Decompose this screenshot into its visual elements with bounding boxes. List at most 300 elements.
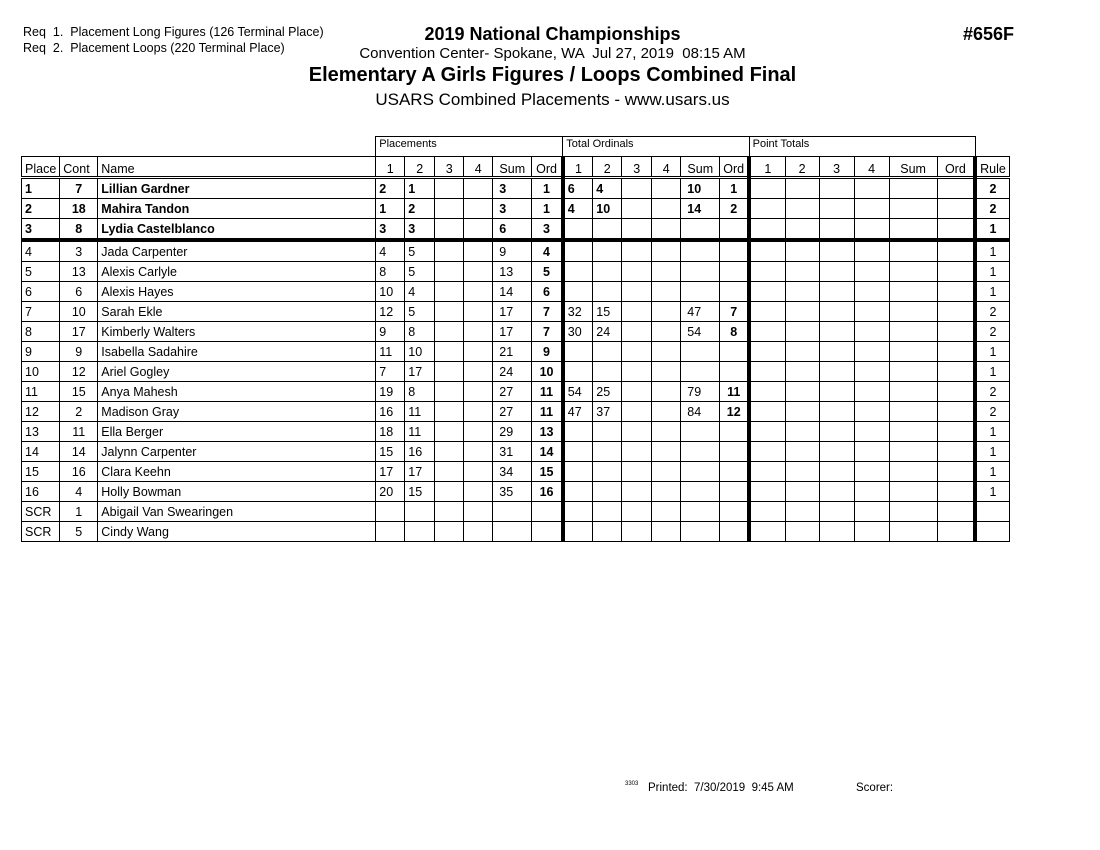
- cell-pl-1: [376, 502, 405, 522]
- cell-to-sum: [681, 502, 720, 522]
- col-header-cont: Cont: [60, 157, 98, 178]
- cell-cont: 8: [60, 219, 98, 241]
- cell-pt-4: [854, 219, 889, 241]
- cell-place: 14: [22, 442, 60, 462]
- cell-name: Jalynn Carpenter: [98, 442, 376, 462]
- cell-to-3: [622, 422, 652, 442]
- table-row: [22, 362, 1010, 382]
- cell-name: Jada Carpenter: [98, 240, 376, 262]
- cell-pt-3: [819, 362, 854, 382]
- cell-pt-2: [785, 302, 819, 322]
- cell-pt-sum: [889, 402, 937, 422]
- cell-pt-2: [785, 502, 819, 522]
- cell-pt-ord: [937, 240, 975, 262]
- col-header-rule: Rule: [975, 157, 1009, 178]
- cell-to-ord: 7: [720, 302, 749, 322]
- cell-pt-1: [749, 302, 785, 322]
- cell-place: 16: [22, 482, 60, 502]
- table-row: [22, 240, 1010, 262]
- cell-to-4: [652, 342, 681, 362]
- cell-pt-4: [854, 402, 889, 422]
- cell-pl-2: 1: [405, 178, 435, 199]
- cell-pl-1: 18: [376, 422, 405, 442]
- cell-to-3: [622, 302, 652, 322]
- cell-rule: 2: [975, 302, 1009, 322]
- cell-rule: 1: [975, 482, 1009, 502]
- cell-pt-ord: [937, 382, 975, 402]
- cell-pl-sum: 35: [493, 482, 532, 502]
- cell-pl-4: [464, 262, 493, 282]
- cell-pt-1: [749, 199, 785, 219]
- cell-rule: 2: [975, 402, 1009, 422]
- cell-pt-ord: [937, 262, 975, 282]
- cell-pl-4: [464, 240, 493, 262]
- cell-pl-2: 8: [405, 322, 435, 342]
- cell-pl-ord: 7: [532, 302, 563, 322]
- cell-pt-ord: [937, 502, 975, 522]
- cell-pl-1: 20: [376, 482, 405, 502]
- cell-to-sum: [681, 362, 720, 382]
- cell-pt-4: [854, 522, 889, 542]
- cell-to-sum: 54: [681, 322, 720, 342]
- cell-rule: 2: [975, 382, 1009, 402]
- cell-pt-sum: [889, 522, 937, 542]
- cell-pt-sum: [889, 178, 937, 199]
- col-header-pl-sum: Sum: [493, 157, 532, 178]
- cell-pt-4: [854, 199, 889, 219]
- col-header-to-1: 1: [563, 157, 593, 178]
- cell-pl-3: [435, 442, 464, 462]
- cell-pl-sum: 31: [493, 442, 532, 462]
- cell-to-1: [563, 522, 593, 542]
- cell-pt-ord: [937, 342, 975, 362]
- cell-to-2: 10: [593, 199, 622, 219]
- cell-name: Clara Keehn: [98, 462, 376, 482]
- cell-pt-sum: [889, 502, 937, 522]
- cell-pl-3: [435, 219, 464, 241]
- cell-name: Lillian Gardner: [98, 178, 376, 199]
- cell-to-3: [622, 219, 652, 241]
- cell-pt-2: [785, 442, 819, 462]
- cell-to-1: [563, 219, 593, 241]
- cell-pl-3: [435, 322, 464, 342]
- cell-pl-4: [464, 502, 493, 522]
- cell-name: Anya Mahesh: [98, 382, 376, 402]
- cell-pl-2: 11: [405, 422, 435, 442]
- cell-pt-ord: [937, 199, 975, 219]
- cell-place: 15: [22, 462, 60, 482]
- cell-pl-ord: 4: [532, 240, 563, 262]
- competition-title: 2019 National Championships: [424, 24, 681, 44]
- cell-rule: 1: [975, 219, 1009, 241]
- cell-pt-3: [819, 502, 854, 522]
- cell-rule: 1: [975, 442, 1009, 462]
- cell-place: 13: [22, 422, 60, 442]
- cell-pl-2: 2: [405, 199, 435, 219]
- cell-place: 2: [22, 199, 60, 219]
- cell-pl-sum: 6: [493, 219, 532, 241]
- cell-to-ord: [720, 482, 749, 502]
- cell-pl-sum: 27: [493, 382, 532, 402]
- printed-timestamp: Printed: 7/30/2019 9:45 AM: [648, 782, 794, 794]
- cell-pl-sum: 14: [493, 282, 532, 302]
- cell-pt-2: [785, 342, 819, 362]
- table-row: [22, 382, 1010, 402]
- cell-to-sum: 47: [681, 302, 720, 322]
- cell-pl-ord: [532, 522, 563, 542]
- cell-pl-4: [464, 482, 493, 502]
- cell-to-4: [652, 178, 681, 199]
- cell-pt-4: [854, 262, 889, 282]
- cell-pt-1: [749, 362, 785, 382]
- cell-pl-2: 8: [405, 382, 435, 402]
- cell-pt-1: [749, 240, 785, 262]
- cell-to-ord: 12: [720, 402, 749, 422]
- table-row: [22, 199, 1010, 219]
- cell-to-sum: [681, 482, 720, 502]
- cell-to-sum: [681, 240, 720, 262]
- cell-pt-1: [749, 522, 785, 542]
- cell-pt-4: [854, 322, 889, 342]
- cell-cont: 2: [60, 402, 98, 422]
- venue-datetime: Convention Center- Spokane, WA Jul 27, 2019 08:15 AM: [359, 45, 746, 62]
- cell-name: Sarah Ekle: [98, 302, 376, 322]
- cell-cont: 10: [60, 302, 98, 322]
- table-row: [22, 178, 1010, 199]
- cell-pt-ord: [937, 302, 975, 322]
- cell-to-2: [593, 462, 622, 482]
- cell-pl-sum: 21: [493, 342, 532, 362]
- cell-pl-sum: 13: [493, 262, 532, 282]
- cell-pt-sum: [889, 262, 937, 282]
- cell-pl-3: [435, 262, 464, 282]
- cell-pt-ord: [937, 322, 975, 342]
- cell-to-3: [622, 240, 652, 262]
- cell-pl-1: 10: [376, 282, 405, 302]
- cell-place: SCR: [22, 522, 60, 542]
- cell-to-ord: 2: [720, 199, 749, 219]
- cell-pt-ord: [937, 178, 975, 199]
- cell-place: 12: [22, 402, 60, 422]
- cell-cont: 15: [60, 382, 98, 402]
- cell-pt-4: [854, 342, 889, 362]
- cell-to-1: 54: [563, 382, 593, 402]
- cell-pl-4: [464, 322, 493, 342]
- cell-to-sum: [681, 422, 720, 442]
- cell-pl-1: 11: [376, 342, 405, 362]
- cell-pl-sum: [493, 522, 532, 542]
- cell-to-4: [652, 199, 681, 219]
- cell-to-ord: [720, 502, 749, 522]
- cell-pt-3: [819, 262, 854, 282]
- cell-pt-4: [854, 462, 889, 482]
- cell-to-ord: [720, 282, 749, 302]
- cell-pl-2: [405, 522, 435, 542]
- cell-to-ord: [720, 262, 749, 282]
- cell-pl-sum: 27: [493, 402, 532, 422]
- cell-pt-2: [785, 322, 819, 342]
- cell-pl-3: [435, 362, 464, 382]
- cell-to-sum: [681, 522, 720, 542]
- cell-place: 8: [22, 322, 60, 342]
- requirement-2: Req 2. Placement Loops (220 Terminal Place): [23, 41, 285, 55]
- cell-place: 1: [22, 178, 60, 199]
- cell-pl-1: 4: [376, 240, 405, 262]
- cell-cont: 18: [60, 199, 98, 219]
- cell-pt-sum: [889, 422, 937, 442]
- cell-pt-1: [749, 178, 785, 199]
- cell-to-1: 30: [563, 322, 593, 342]
- cell-pt-sum: [889, 240, 937, 262]
- cell-to-ord: [720, 442, 749, 462]
- cell-name: Cindy Wang: [98, 522, 376, 542]
- cell-to-2: [593, 240, 622, 262]
- col-header-pl-3: 3: [435, 157, 464, 178]
- cell-name: Kimberly Walters: [98, 322, 376, 342]
- cell-to-2: [593, 522, 622, 542]
- cell-to-2: [593, 219, 622, 241]
- cell-pl-2: 4: [405, 282, 435, 302]
- table-row: [22, 322, 1010, 342]
- cell-to-sum: [681, 442, 720, 462]
- cell-pl-3: [435, 199, 464, 219]
- cell-to-3: [622, 322, 652, 342]
- cell-pl-1: 3: [376, 219, 405, 241]
- cell-pl-3: [435, 240, 464, 262]
- cell-to-sum: [681, 462, 720, 482]
- cell-pt-3: [819, 240, 854, 262]
- cell-to-sum: [681, 282, 720, 302]
- cell-to-ord: 8: [720, 322, 749, 342]
- cell-to-2: [593, 502, 622, 522]
- cell-to-4: [652, 282, 681, 302]
- cell-pt-ord: [937, 362, 975, 382]
- cell-pl-1: 12: [376, 302, 405, 322]
- cell-pt-3: [819, 442, 854, 462]
- cell-pt-4: [854, 240, 889, 262]
- cell-to-1: [563, 502, 593, 522]
- cell-place: 9: [22, 342, 60, 362]
- cell-pt-sum: [889, 302, 937, 322]
- cell-pl-4: [464, 422, 493, 442]
- cell-pl-sum: 34: [493, 462, 532, 482]
- cell-to-4: [652, 362, 681, 382]
- col-header-pl-4: 4: [464, 157, 493, 178]
- cell-pl-4: [464, 462, 493, 482]
- cell-rule: 2: [975, 322, 1009, 342]
- cell-pl-2: 15: [405, 482, 435, 502]
- cell-to-3: [622, 522, 652, 542]
- cell-pl-ord: 11: [532, 402, 563, 422]
- cell-pt-2: [785, 282, 819, 302]
- cell-pt-2: [785, 382, 819, 402]
- cell-pt-2: [785, 522, 819, 542]
- cell-pl-2: 10: [405, 342, 435, 362]
- cell-pl-ord: 14: [532, 442, 563, 462]
- cell-to-3: [622, 482, 652, 502]
- cell-pl-sum: [493, 502, 532, 522]
- cell-pt-4: [854, 178, 889, 199]
- col-header-pt-1: 1: [749, 157, 785, 178]
- cell-to-1: [563, 262, 593, 282]
- cell-pl-sum: 24: [493, 362, 532, 382]
- cell-pl-4: [464, 199, 493, 219]
- report-code: 3303: [625, 781, 639, 787]
- col-header-pt-3: 3: [819, 157, 854, 178]
- cell-pt-3: [819, 402, 854, 422]
- group-spacer-rule: [975, 137, 1009, 157]
- cell-pl-sum: 17: [493, 302, 532, 322]
- table-row: [22, 482, 1010, 502]
- cell-pt-4: [854, 282, 889, 302]
- cell-pl-1: 9: [376, 322, 405, 342]
- cell-rule: 1: [975, 422, 1009, 442]
- cell-to-ord: [720, 342, 749, 362]
- cell-pl-1: 7: [376, 362, 405, 382]
- cell-pt-4: [854, 442, 889, 462]
- cell-to-sum: [681, 342, 720, 362]
- cell-pt-4: [854, 502, 889, 522]
- cell-to-2: [593, 442, 622, 462]
- cell-pt-2: [785, 219, 819, 241]
- cell-cont: 17: [60, 322, 98, 342]
- cell-to-ord: [720, 522, 749, 542]
- cell-name: Ariel Gogley: [98, 362, 376, 382]
- cell-pt-1: [749, 402, 785, 422]
- cell-pt-1: [749, 422, 785, 442]
- cell-to-3: [622, 502, 652, 522]
- cell-pl-4: [464, 219, 493, 241]
- cell-pl-ord: 16: [532, 482, 563, 502]
- cell-cont: 12: [60, 362, 98, 382]
- cell-pt-3: [819, 178, 854, 199]
- cell-to-4: [652, 382, 681, 402]
- cell-rule: 1: [975, 282, 1009, 302]
- cell-pl-2: [405, 502, 435, 522]
- cell-to-ord: [720, 219, 749, 241]
- group-spacer: [22, 137, 376, 157]
- cell-pt-2: [785, 240, 819, 262]
- cell-pt-2: [785, 262, 819, 282]
- cell-pt-ord: [937, 522, 975, 542]
- cell-to-2: [593, 282, 622, 302]
- cell-pt-1: [749, 442, 785, 462]
- cell-pl-4: [464, 178, 493, 199]
- cell-pt-2: [785, 199, 819, 219]
- cell-cont: 1: [60, 502, 98, 522]
- cell-pl-sum: 29: [493, 422, 532, 442]
- cell-pl-3: [435, 522, 464, 542]
- cell-to-2: 24: [593, 322, 622, 342]
- cell-pl-4: [464, 342, 493, 362]
- results-table: [21, 136, 1010, 542]
- cell-pl-3: [435, 282, 464, 302]
- cell-name: Abigail Van Swearingen: [98, 502, 376, 522]
- col-header-pt-sum: Sum: [889, 157, 937, 178]
- cell-to-3: [622, 178, 652, 199]
- column-header-row: [22, 157, 1010, 178]
- cell-pl-4: [464, 402, 493, 422]
- col-header-to-ord: Ord: [720, 157, 749, 178]
- cell-cont: 3: [60, 240, 98, 262]
- cell-pl-2: 11: [405, 402, 435, 422]
- table-row: [22, 522, 1010, 542]
- cell-pl-ord: 7: [532, 322, 563, 342]
- cell-place: 7: [22, 302, 60, 322]
- table-row: [22, 342, 1010, 362]
- cell-to-3: [622, 262, 652, 282]
- group-total-ordinals: Total Ordinals: [563, 137, 749, 157]
- cell-pl-1: 2: [376, 178, 405, 199]
- cell-pl-4: [464, 302, 493, 322]
- cell-to-ord: [720, 422, 749, 442]
- event-subtitle: USARS Combined Placements - www.usars.us: [375, 90, 730, 109]
- cell-cont: 14: [60, 442, 98, 462]
- cell-pl-3: [435, 482, 464, 502]
- cell-pt-sum: [889, 199, 937, 219]
- cell-to-1: [563, 342, 593, 362]
- group-header-row: [22, 137, 1010, 157]
- cell-pt-ord: [937, 402, 975, 422]
- cell-pt-2: [785, 362, 819, 382]
- cell-place: 6: [22, 282, 60, 302]
- cell-pt-sum: [889, 342, 937, 362]
- cell-cont: 9: [60, 342, 98, 362]
- col-header-pt-4: 4: [854, 157, 889, 178]
- cell-pl-3: [435, 178, 464, 199]
- cell-pt-sum: [889, 462, 937, 482]
- cell-pt-3: [819, 522, 854, 542]
- cell-to-4: [652, 262, 681, 282]
- cell-pt-ord: [937, 482, 975, 502]
- cell-pl-sum: 3: [493, 199, 532, 219]
- cell-pt-4: [854, 422, 889, 442]
- cell-pl-4: [464, 522, 493, 542]
- cell-pt-ord: [937, 442, 975, 462]
- cell-pt-4: [854, 382, 889, 402]
- cell-pl-1: 8: [376, 262, 405, 282]
- cell-pt-sum: [889, 282, 937, 302]
- cell-rule: 2: [975, 199, 1009, 219]
- table-row: [22, 442, 1010, 462]
- cell-to-2: [593, 342, 622, 362]
- cell-to-4: [652, 462, 681, 482]
- event-number: #656F: [963, 24, 1015, 44]
- cell-pt-2: [785, 462, 819, 482]
- cell-pt-3: [819, 482, 854, 502]
- cell-to-ord: [720, 362, 749, 382]
- event-name: Elementary A Girls Figures / Loops Combined Final: [308, 64, 797, 86]
- cell-to-4: [652, 482, 681, 502]
- table-row: [22, 302, 1010, 322]
- cell-to-4: [652, 522, 681, 542]
- cell-pl-ord: 11: [532, 382, 563, 402]
- cell-pt-3: [819, 219, 854, 241]
- cell-to-3: [622, 382, 652, 402]
- cell-to-2: [593, 482, 622, 502]
- cell-pl-ord: 1: [532, 199, 563, 219]
- cell-pt-1: [749, 262, 785, 282]
- cell-to-1: [563, 422, 593, 442]
- col-header-pt-2: 2: [785, 157, 819, 178]
- cell-cont: 13: [60, 262, 98, 282]
- cell-pl-2: 16: [405, 442, 435, 462]
- cell-to-1: 4: [563, 199, 593, 219]
- cell-name: Holly Bowman: [98, 482, 376, 502]
- requirement-1: Req 1. Placement Long Figures (126 Terminal Place): [23, 25, 324, 39]
- cell-rule: 1: [975, 462, 1009, 482]
- cell-pl-2: 5: [405, 240, 435, 262]
